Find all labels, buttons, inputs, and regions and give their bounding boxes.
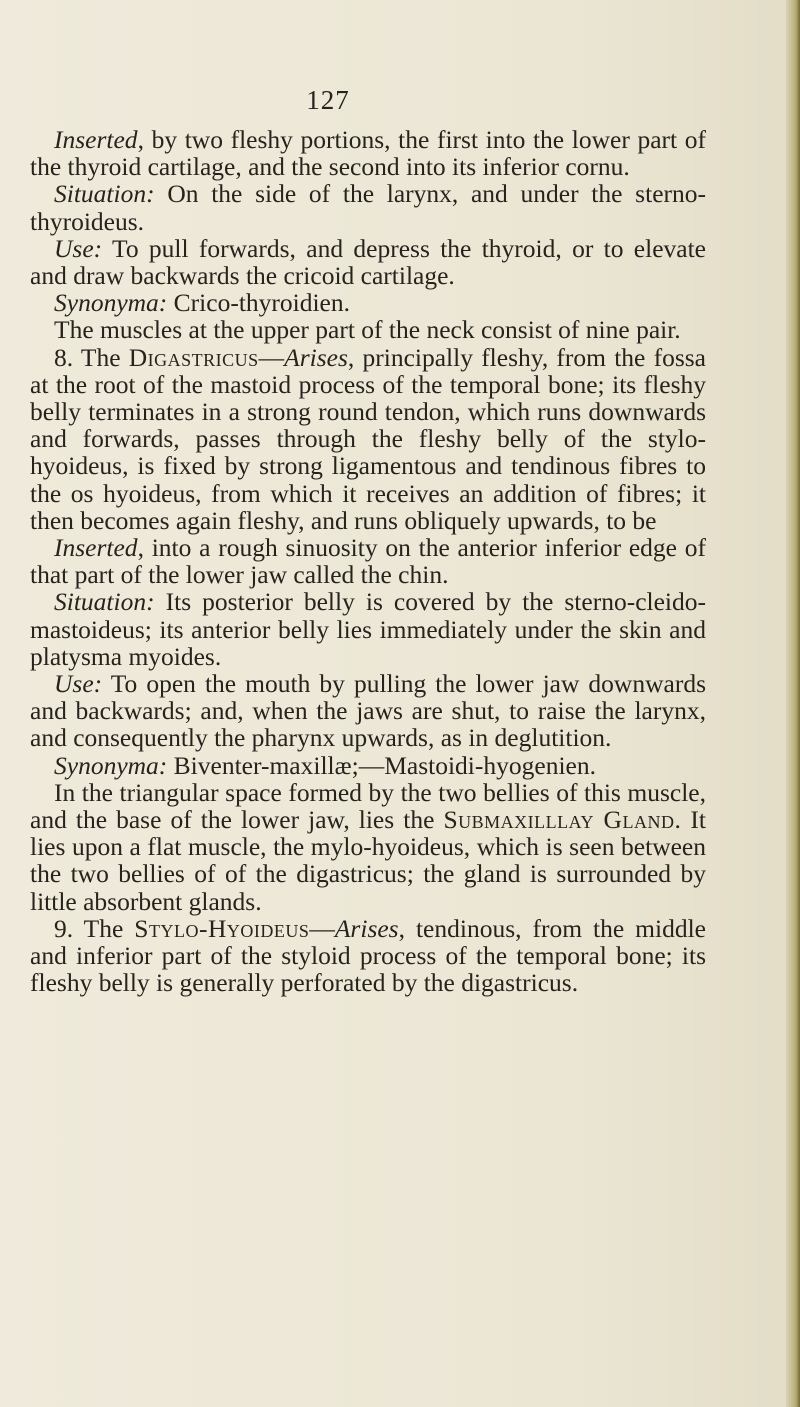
- arises-label: Arises: [334, 913, 399, 943]
- paragraph-text: , principally fleshy, from the fossa at the root of the mastoid process of the temporal bone; its fleshy belly terminates in a strong round tendon, which runs downwards and forwards, passes through the fleshy belly of the stylo-hyoideus, is fixed by strong ligamentous and tendinous fibres to the os hyoideus, from which it receives an addition of fibres; it then becomes again fleshy, and runs obliquely upwards, to be: [30, 342, 706, 535]
- muscle-name: Digastricus: [128, 342, 259, 372]
- paragraph-synonyma: [30, 289, 706, 316]
- page-number: 127: [306, 85, 350, 115]
- paragraph-text: On the side of the larynx, and under the sterno-thyroideus.: [30, 179, 706, 236]
- paragraph-lead: Situation:: [54, 179, 155, 209]
- paragraph-inserted: [30, 126, 706, 180]
- body-text: [30, 126, 706, 997]
- paragraph-submaxillary: [30, 779, 706, 915]
- muscle-name: Stylo-Hyoideus: [134, 913, 310, 943]
- paragraph-text: Biventer-maxillæ;—Mastoidi-hyogenien.: [167, 750, 596, 780]
- paragraph-use: [30, 235, 706, 289]
- paragraph-text: It lies upon a flat muscle, the mylo-hyoideus, which is seen between the two bellies of of the digastricus; the gland is surrounded by little absorbent glands.: [30, 805, 706, 916]
- paragraph-text: , into a rough sinuosity on the anterior inferior edge of that part of the lower jaw called the chin.: [30, 533, 706, 590]
- paragraph-text: Its posterior belly is covered by the sterno-cleido-mastoideus; its anterior belly lies immediately under the skin and platysma myoides.: [30, 587, 706, 671]
- dash: —: [309, 913, 335, 943]
- paragraph-text: In the triangular space formed by the two bellies of this muscle, and the base of the lower jaw, lies the: [30, 777, 706, 835]
- paragraph-lead: Inserted: [54, 125, 138, 154]
- paragraph-text: , tendinous, from the middle and inferior part of the styloid process of the temporal bone; its fleshy belly is generally perforated by the digastricus.: [30, 913, 706, 998]
- paragraph-inserted: [30, 534, 706, 588]
- paragraph-neck-muscles: [30, 316, 706, 343]
- page-binding-edge: [786, 0, 800, 1407]
- paragraph-situation: [30, 180, 706, 234]
- paragraph-stylo-hyoideus: [30, 915, 706, 997]
- paragraph-text: , by two fleshy portions, the first into the lower part of the thyroid cartilage, and the second into its inferior cornu.: [30, 125, 706, 182]
- paragraph-text: To open the mouth by pulling the lower jaw downwards and backwards; and, when the jaws are shut, to raise the larynx, and consequently the pharynx upwards, as in deglutition.: [30, 669, 706, 753]
- paragraph-text: To pull forwards, and depress the thyroid, or to elevate and draw backwards the cricoid cartilage.: [30, 233, 706, 291]
- paragraph-text: Crico-thyroidien.: [167, 288, 351, 318]
- paragraph-situation: [30, 588, 706, 670]
- arises-label: Arises: [284, 342, 348, 372]
- paragraph-digastricus: [30, 344, 706, 534]
- gland-name: Submaxilllay Gland.: [443, 805, 682, 835]
- paragraph-lead: Situation:: [54, 587, 155, 617]
- paragraph-text: The muscles at the upper part of the neck consist of nine pair.: [54, 315, 681, 345]
- paragraph-synonyma: [30, 752, 706, 779]
- paragraph-lead: Use:: [54, 233, 103, 263]
- paragraph-use: [30, 670, 706, 752]
- paragraph-lead: Inserted: [54, 533, 138, 563]
- dash: —: [258, 342, 285, 372]
- paragraph-lead: Synonyma:: [54, 288, 168, 318]
- paragraph-lead: Synonyma:: [54, 750, 168, 780]
- section-number: 8. The: [54, 342, 129, 372]
- paragraph-lead: Use:: [54, 669, 103, 699]
- section-number: 9. The: [54, 913, 135, 943]
